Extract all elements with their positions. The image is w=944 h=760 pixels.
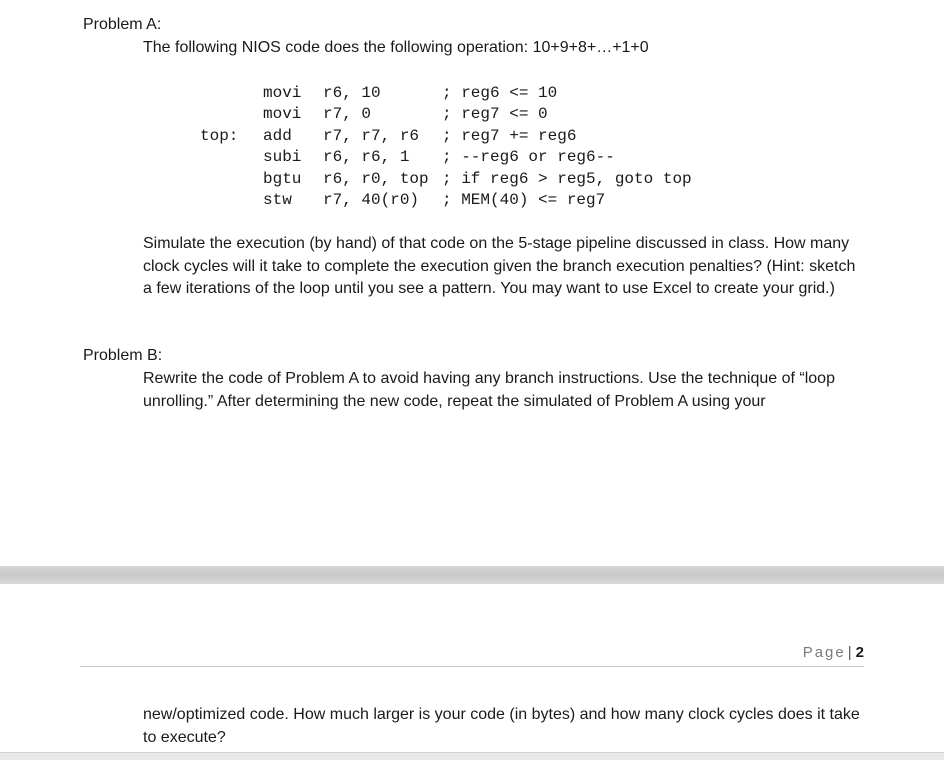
code-line xyxy=(200,147,615,168)
code-operands: r6, r0, top xyxy=(323,169,429,188)
problem-a-task: Simulate the execution (by hand) of that code on the 5-stage pipeline discussed in class. How many clock cycles will it take to complete the execution given the branch execution penalties? (Hint: sketch a few iterations of the loop until you see a pattern. You may want to use Excel to create your grid.) xyxy=(143,235,856,297)
code-opcode: stw xyxy=(263,190,292,209)
page-number-value: 2 xyxy=(855,644,864,661)
code-opcode: subi xyxy=(263,148,302,167)
code-comment: ; if reg6 > reg5, goto top xyxy=(442,169,692,188)
code-opcode: add xyxy=(263,126,292,145)
problem-b-task-part1: Rewrite the code of Problem A to avoid having any branch instructions. Use the technique of “loop unrolling.” After determining the new code, repeat the simulated of Problem A using your xyxy=(143,370,835,410)
code-line xyxy=(200,83,558,104)
code-line xyxy=(200,104,548,125)
code-line xyxy=(200,169,692,190)
problem-b-heading: Problem B: xyxy=(83,347,163,364)
problem-b-task-part2: new/optimized code. How much larger is your code (in bytes) and how many clock cycles does it take to execute? xyxy=(143,706,860,746)
code-operands: r6, r6, 1 xyxy=(323,148,410,167)
page-word: Page xyxy=(802,644,846,661)
code-opcode: bgtu xyxy=(263,169,302,188)
code-comment: ; reg6 <= 10 xyxy=(442,84,558,102)
page-separator xyxy=(0,566,944,584)
code-comment: ; --reg6 or reg6-- xyxy=(442,148,615,167)
problem-a-heading: Problem A: xyxy=(83,16,162,33)
page-number xyxy=(803,644,864,661)
code-operands: r6, 10 xyxy=(323,84,381,102)
page-bottom-edge xyxy=(0,752,944,760)
code-operands: r7, 0 xyxy=(323,105,372,124)
page-separator-bar: | xyxy=(847,644,852,661)
code-comment: ; reg7 <= 0 xyxy=(442,105,548,124)
problem-a-intro: The following NIOS code does the following operation: 10+9+8+…+1+0 xyxy=(143,39,649,56)
code-label: top: xyxy=(200,126,239,145)
footer-rule xyxy=(80,666,864,667)
code-operands: r7, 40(r0) xyxy=(323,190,420,209)
code-opcode: movi xyxy=(263,84,302,102)
code-operands: r7, r7, r6 xyxy=(323,126,420,145)
code-line xyxy=(200,126,577,147)
code-comment: ; MEM(40) <= reg7 xyxy=(442,190,606,209)
code-listing xyxy=(200,83,692,211)
code-comment: ; reg7 += reg6 xyxy=(442,126,577,145)
code-opcode: movi xyxy=(263,105,302,124)
code-line xyxy=(200,190,606,211)
